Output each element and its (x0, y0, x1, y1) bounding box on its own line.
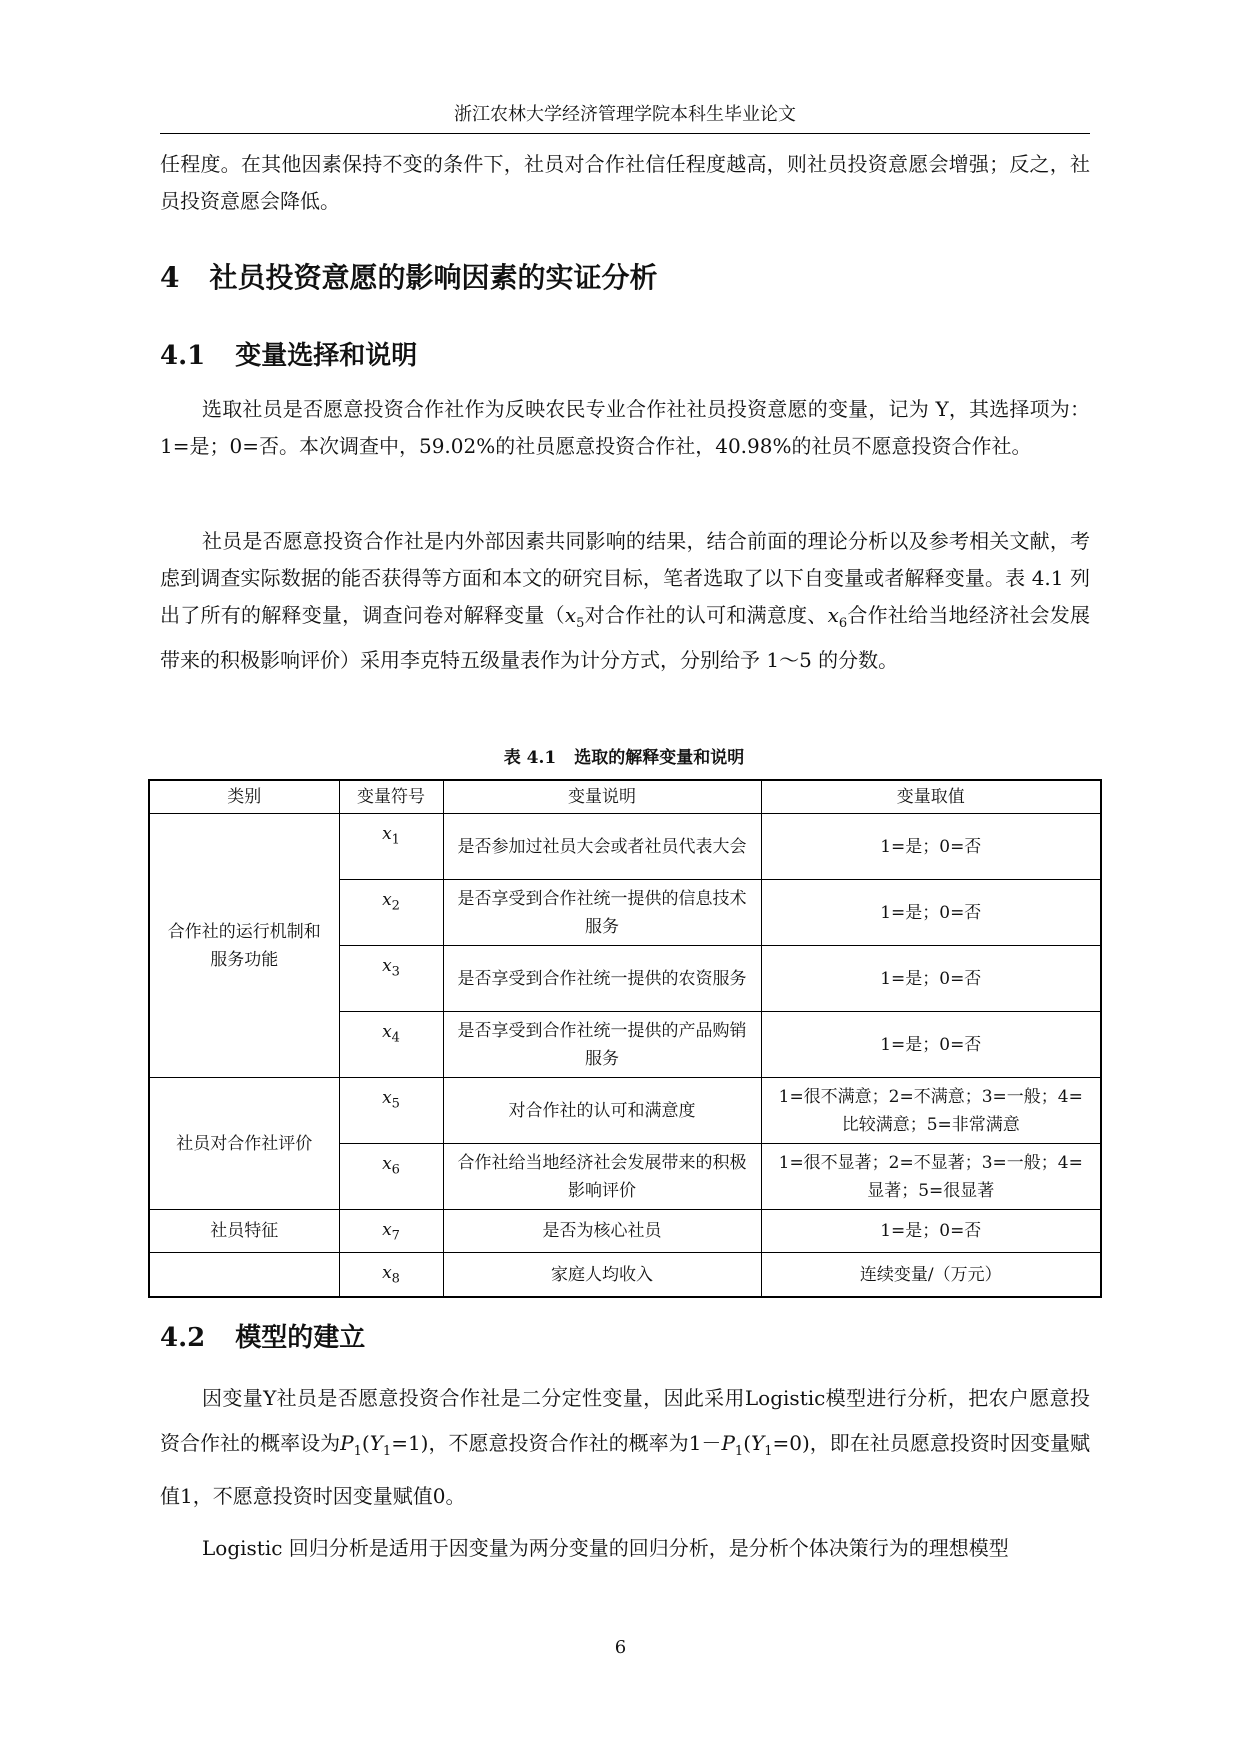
var-x6-symbol: x (827, 603, 839, 627)
section-4-2-title: 模型的建立 (235, 1323, 366, 1353)
prob-y2-subscript: 1 (764, 1444, 773, 1459)
table-row (149, 1078, 1101, 1144)
value-cell: 1=是；0=否 (761, 946, 1101, 1012)
value-cell: 1=很不显著；2=不显著；3=一般；4=显著；5=很显著 (761, 1144, 1101, 1210)
variable-paragraph-2-text-3: 合作社给当地经济社会发展带来的积极影响评价）采用李克特五级量表作为计分方式，分别给予 1～5 的分数。 (160, 603, 1091, 672)
model-paragraph-1 (160, 1376, 1090, 1519)
description-cell: 家庭人均收入 (443, 1253, 761, 1297)
section-4-heading (160, 258, 658, 298)
value-cell: 1=是；0=否 (761, 814, 1101, 880)
value-cell: 1=是；0=否 (761, 880, 1101, 946)
description-cell: 是否享受到合作社统一提供的信息技术服务 (443, 880, 761, 946)
header-value: 变量取值 (761, 780, 1101, 814)
section-4-1-title: 变量选择和说明 (235, 341, 418, 371)
header-description: 变量说明 (443, 780, 761, 814)
value-cell: 1=是；0=否 (761, 1210, 1101, 1253)
symbol-cell: $x_5$ (339, 1078, 443, 1144)
prob-paren-open: ( (361, 1431, 370, 1455)
variable-paragraph-2-text-1: 社员是否愿意投资合作社是内外部因素共同影响的结果，结合前面的理论分析以及参考相关文献，考虑到调查实际数据的能否获得等方面和本文的研究目标，笔者选取了以下自变量或者解释变量。表 4.1 列出了所有的解释变量，调查问卷对解释变量（ (160, 529, 1090, 627)
description-cell: 合作社给当地经济社会发展带来的积极影响评价 (443, 1144, 761, 1210)
intro-paragraph: 任程度。在其他因素保持不变的条件下，社员对合作社信任程度越高，则社员投资意愿会增强；反之，社员投资意愿会降低。 (160, 152, 1090, 213)
var-x5-symbol: x (564, 603, 577, 627)
section-4-2-heading (160, 1320, 365, 1356)
description-cell: 是否为核心社员 (443, 1210, 761, 1253)
prob-p-symbol: P (340, 1431, 354, 1455)
section-4-number: 4 (160, 261, 180, 294)
header-category: 类别 (149, 780, 339, 814)
description-cell: 是否参加过社员大会或者社员代表大会 (443, 814, 761, 880)
table-row (149, 1253, 1101, 1297)
variable-paragraph-2-text-2: 对合作社的认可和满意度、 (584, 603, 828, 627)
prob-p2-subscript: 1 (734, 1444, 744, 1459)
symbol-cell: $x_4$ (339, 1012, 443, 1078)
table-header-row (149, 780, 1101, 814)
var-x6-subscript: 6 (838, 616, 848, 631)
variables-table (148, 779, 1102, 1298)
table-row (149, 814, 1101, 880)
model-paragraph-1-text-3: ，即在社员愿意投资时因变量赋值1，不愿意投资时因变量赋值0。 (160, 1431, 1090, 1508)
symbol-cell: $x_8$ (339, 1253, 443, 1297)
value-cell: 1=很不满意；2=不满意；3=一般；4=比较满意；5=非常满意 (761, 1078, 1101, 1144)
value-cell: 连续变量/（万元） (761, 1253, 1101, 1297)
header-rule (160, 133, 1090, 134)
prob-p-subscript: 1 (353, 1444, 362, 1459)
header-symbol: 变量符号 (339, 780, 443, 814)
variable-paragraph-1: 选取社员是否愿意投资合作社作为反映农民专业合作社社员投资意愿的变量，记为 Y，其选择项为：1=是；0=否。本次调查中，59.02%的社员愿意投资合作社，40.98%的社员不愿意投资合作社。 (160, 397, 1090, 458)
prob-y-symbol: Y (369, 1431, 383, 1455)
section-4-2-number: 4.2 (160, 1323, 206, 1353)
prob-y2-symbol: Y (751, 1431, 765, 1455)
table-row (149, 1210, 1101, 1253)
section-4-title: 社员投资意愿的影响因素的实证分析 (209, 261, 658, 294)
symbol-cell: $x_7$ (339, 1210, 443, 1253)
prob-eq-1: =1) (391, 1431, 429, 1455)
model-paragraph-2: Logistic 回归分析是适用于因变量为两分变量的回归分析，是分析个体决策行为的理想模型 (202, 1536, 1009, 1560)
symbol-cell: $x_3$ (339, 946, 443, 1012)
symbol-cell: $x_6$ (339, 1144, 443, 1210)
symbol-cell: $x_1$ (339, 814, 443, 880)
symbol-cell: $x_2$ (339, 880, 443, 946)
prob-p2-symbol: P (721, 1431, 735, 1455)
variable-paragraph-2 (160, 523, 1090, 679)
section-4-1-number: 4.1 (160, 341, 206, 371)
section-4-1-heading (160, 338, 417, 374)
group-cell: 社员对合作社评价 (149, 1078, 339, 1210)
table-caption-number: 表 4.1 (503, 748, 557, 768)
group-cell: 合作社的运行机制和服务功能 (149, 814, 339, 1078)
value-cell: 1=是；0=否 (761, 1012, 1101, 1078)
group-cell: 社员特征 (149, 1210, 339, 1253)
description-cell: 是否享受到合作社统一提供的产品购销服务 (443, 1012, 761, 1078)
description-cell: 是否享受到合作社统一提供的农资服务 (443, 946, 761, 1012)
var-x5-subscript: 5 (576, 616, 585, 631)
description-cell: 对合作社的认可和满意度 (443, 1078, 761, 1144)
table-caption (148, 746, 1100, 770)
model-paragraph-1-text-2: ，不愿意投资合作社的概率为1－ (428, 1431, 722, 1455)
table-caption-title: 选取的解释变量和说明 (574, 748, 745, 768)
prob-paren-open-2: ( (743, 1431, 751, 1455)
prob-eq-2: =0) (772, 1431, 810, 1455)
model-paragraph-1-text-1: 因变量Y社员是否愿意投资合作社是二分定性变量，因此采用Logistic模型进行分析，把农户愿意投资合作社的概率设为 (160, 1386, 1090, 1455)
running-header: 浙江农林大学经济管理学院本科生毕业论文 (454, 104, 796, 125)
group-cell-empty (149, 1253, 339, 1297)
page-number: 6 (614, 1637, 627, 1658)
prob-y-subscript: 1 (382, 1444, 392, 1459)
